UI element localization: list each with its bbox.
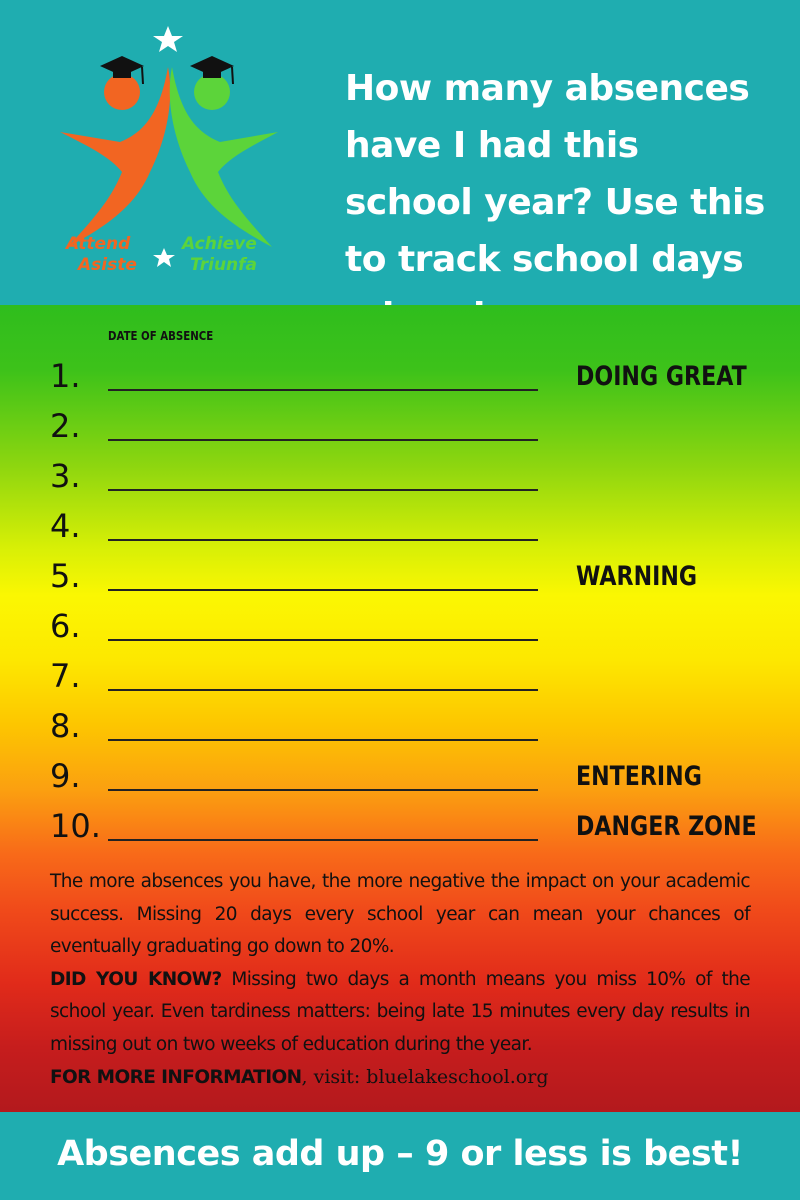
did-you-know-text: Missing two days a month means you miss 10% of the school year. Even tardiness matters: being late 15 minutes every day results in missing out on two weeks of education during the year. bbox=[50, 968, 750, 1055]
logo-achieve-text: Achieve bbox=[182, 234, 257, 254]
zone-label: DOING GREAT bbox=[576, 361, 747, 392]
zone-label: DANGER ZONE bbox=[576, 811, 757, 842]
website-link[interactable]: bluelakeschool.org bbox=[366, 1066, 549, 1088]
zone-label: ENTERING bbox=[576, 761, 702, 792]
attend-achieve-logo bbox=[50, 22, 290, 287]
date-entry-line[interactable] bbox=[108, 689, 538, 691]
row-number: 4. bbox=[50, 507, 81, 545]
absence-row bbox=[0, 656, 800, 706]
absence-row bbox=[0, 406, 800, 456]
headline: How many absences have I had this school year? Use this to track school days bbox=[345, 68, 765, 280]
date-entry-line[interactable] bbox=[108, 839, 538, 841]
row-number: 7. bbox=[50, 657, 81, 695]
logo-attend-text: Attend bbox=[66, 234, 131, 254]
header bbox=[0, 0, 800, 305]
absence-row bbox=[0, 556, 800, 606]
date-entry-line[interactable] bbox=[108, 389, 538, 391]
date-entry-line[interactable] bbox=[108, 539, 538, 541]
footer-slogan: Absences add up – 9 or less is best! bbox=[57, 1134, 743, 1174]
absence-row bbox=[0, 606, 800, 656]
more-info-text: , visit: bbox=[301, 1066, 367, 1088]
date-of-absence-label: DATE OF ABSENCE bbox=[108, 329, 214, 343]
zone-label: WARNING bbox=[576, 561, 698, 592]
date-entry-line[interactable] bbox=[108, 739, 538, 741]
row-number: 2. bbox=[50, 407, 81, 445]
date-entry-line[interactable] bbox=[108, 789, 538, 791]
row-number: 8. bbox=[50, 707, 81, 745]
more-info-label: FOR MORE INFORMATION bbox=[50, 1067, 302, 1088]
logo-triunfa-text: Triunfa bbox=[190, 255, 258, 275]
did-you-know-paragraph bbox=[50, 964, 750, 1062]
date-entry-line[interactable] bbox=[108, 489, 538, 491]
logo-asiste-text: Asiste bbox=[78, 255, 137, 275]
info-text bbox=[50, 866, 750, 1095]
row-number: 10. bbox=[50, 807, 101, 845]
absence-row bbox=[0, 506, 800, 556]
more-info-paragraph bbox=[50, 1061, 750, 1095]
date-entry-line[interactable] bbox=[108, 639, 538, 641]
did-you-know-label: DID YOU KNOW? bbox=[50, 968, 222, 990]
row-number: 1. bbox=[50, 357, 81, 395]
absence-row bbox=[0, 756, 800, 806]
row-number: 9. bbox=[50, 757, 81, 795]
row-number: 6. bbox=[50, 607, 81, 645]
row-number: 5. bbox=[50, 557, 81, 595]
impact-paragraph: The more absences you have, the more negative the impact on your academic success. Missing 20 days every school year can mean your chances of eventually graduating go down to 20%. bbox=[50, 871, 750, 957]
absence-row bbox=[0, 806, 800, 856]
footer bbox=[0, 1112, 800, 1200]
date-entry-line[interactable] bbox=[108, 439, 538, 441]
absence-row bbox=[0, 456, 800, 506]
absence-row bbox=[0, 706, 800, 756]
absence-row bbox=[0, 356, 800, 406]
row-number: 3. bbox=[50, 457, 81, 495]
date-entry-line[interactable] bbox=[108, 589, 538, 591]
